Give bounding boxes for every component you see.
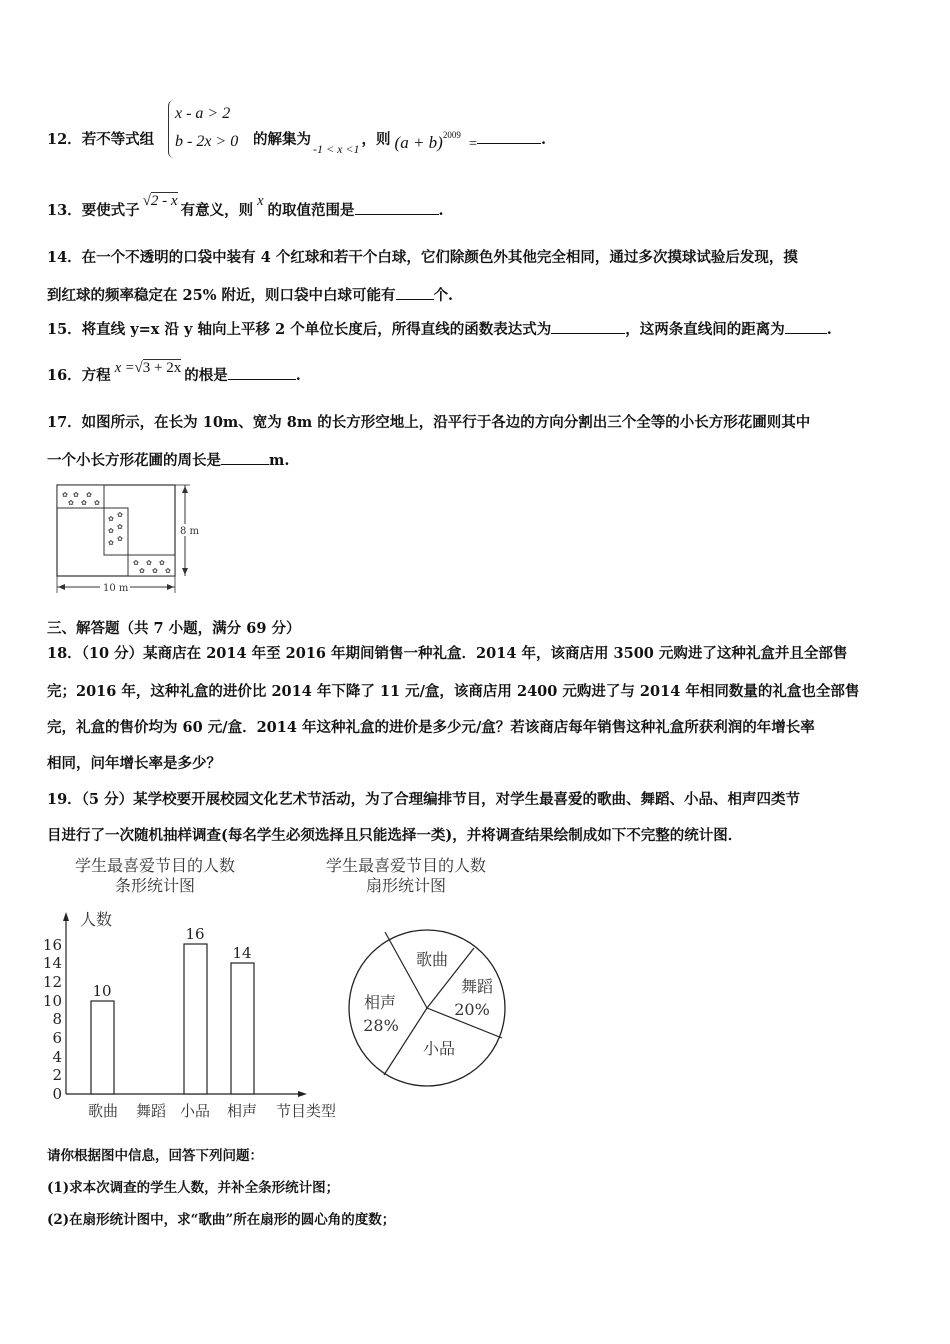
q16-suffix: 的根是 bbox=[184, 367, 228, 384]
q13-mid: 有意义，则 bbox=[180, 202, 254, 219]
q17-width-label: 10 m bbox=[103, 583, 129, 594]
q17-height-label: 8 m bbox=[180, 526, 200, 537]
pie-label-xiaopin: 小品 bbox=[422, 1039, 456, 1058]
question-14-line2 bbox=[47, 284, 453, 305]
q12-mid: 的解集为 bbox=[253, 131, 311, 148]
q12-equals: = bbox=[468, 136, 478, 152]
q12-then: ，则 bbox=[361, 131, 391, 148]
q13-suffix: 的取值范围是 bbox=[267, 202, 355, 219]
svg-text:✿: ✿ bbox=[108, 539, 114, 547]
q12-prefix: 若不等式组 bbox=[81, 131, 155, 148]
pie-pct-wudao: 20% bbox=[454, 1000, 490, 1019]
bar-chart-xlabel: 节目类型 bbox=[275, 1102, 337, 1120]
q15-answer-blank-1[interactable] bbox=[551, 321, 625, 334]
q12-system-line1: x - a > 2 bbox=[175, 105, 231, 122]
q16-end: . bbox=[295, 367, 301, 384]
xcat-gequ: 歌曲 bbox=[87, 1102, 119, 1120]
svg-text:✿: ✿ bbox=[117, 535, 123, 543]
xcat-xiangsheng: 相声 bbox=[226, 1102, 258, 1120]
question-13 bbox=[47, 193, 444, 220]
q17-garden-figure bbox=[40, 475, 220, 600]
svg-text:✿: ✿ bbox=[117, 511, 123, 519]
ytick-8: 8 bbox=[52, 1010, 62, 1028]
bar-chart-title: 学生最喜爱节目的人数 bbox=[74, 856, 236, 875]
ytick-4: 4 bbox=[52, 1048, 62, 1066]
pie-chart-title: 学生最喜爱节目的人数 bbox=[325, 856, 487, 875]
pie-chart-subtitle: 扇形统计图 bbox=[365, 876, 447, 895]
q19-sub2: (2)在扇形统计图中，求“歌曲”所在扇形的圆心角的度数； bbox=[47, 1212, 396, 1228]
q16-text: 16．方程 bbox=[47, 367, 111, 384]
q12-answer-blank[interactable] bbox=[477, 131, 541, 144]
pie-label-xiangsheng: 相声 bbox=[363, 993, 397, 1012]
bar-label-xiaopin: 16 bbox=[185, 925, 205, 943]
bar-chart-ylabel: 人数 bbox=[80, 910, 113, 929]
q13-end: . bbox=[438, 202, 444, 219]
question-14-line1: 14．在一个不透明的口袋中装有 4 个红球和若干个白球，它们除颜色外其他完全相同，通过多次摸球试验后发现，摸 bbox=[47, 249, 798, 266]
svg-text:✿: ✿ bbox=[108, 527, 114, 535]
q17-line2-text: 一个小长方形花圃的周长是 bbox=[47, 452, 221, 469]
q17-line2-end: m. bbox=[269, 452, 290, 469]
svg-text:✿: ✿ bbox=[152, 567, 158, 575]
svg-text:✿: ✿ bbox=[133, 559, 139, 567]
q12-number: 12． bbox=[47, 131, 82, 148]
svg-text:✿: ✿ bbox=[146, 559, 152, 567]
ytick-16: 16 bbox=[42, 936, 62, 954]
q12-expr: (a + b) bbox=[394, 133, 443, 152]
q15-text-a: 15．将直线 y=x 沿 y 轴向上平移 2 个单位长度后，所得直线的函数表达式为 bbox=[47, 321, 552, 338]
xcat-xiaopin: 小品 bbox=[179, 1102, 211, 1120]
bar-gequ bbox=[91, 1001, 114, 1094]
pie-label-gequ: 歌曲 bbox=[415, 950, 449, 969]
ytick-12: 12 bbox=[42, 973, 62, 991]
svg-text:✿: ✿ bbox=[73, 491, 79, 499]
q12-end: . bbox=[541, 131, 547, 148]
question-18-line2: 完；2016 年，这种礼盒的进价比 2014 年下降了 11 元/盒，该商店用 2400 元购进了与 2014 年相同数量的礼盒也全部售 bbox=[47, 683, 860, 700]
pie-label-wudao: 舞蹈 bbox=[460, 977, 494, 996]
bar-label-gequ: 10 bbox=[92, 982, 112, 1000]
svg-text:✿: ✿ bbox=[117, 523, 123, 531]
bar-xiaopin bbox=[184, 944, 207, 1094]
q12-solution: -1 < x <1 bbox=[313, 142, 360, 156]
q19-sub1: (1)求本次调查的学生人数，并补全条形统计图； bbox=[47, 1180, 340, 1196]
svg-text:✿: ✿ bbox=[94, 499, 100, 507]
question-18-line4: 相同，问年增长率是多少？ bbox=[47, 755, 221, 772]
q13-answer-blank[interactable] bbox=[355, 202, 439, 215]
question-18-line1: 18．（10 分）某商店在 2014 年至 2016 年期间销售一种礼盒．2014 年，该商店用 3500 元购进了这种礼盒并且全部售 bbox=[47, 645, 848, 662]
q17-answer-blank[interactable] bbox=[221, 452, 269, 465]
ytick-0: 0 bbox=[52, 1085, 62, 1103]
pie-chart bbox=[310, 845, 510, 1105]
question-17-line1: 17．如图所示，在长为 10m、宽为 8m 的长方形空地上，沿平行于各边的方向分割出三个全等的小长方形花圃则其中 bbox=[47, 414, 811, 431]
svg-text:✿: ✿ bbox=[139, 567, 145, 575]
ytick-6: 6 bbox=[52, 1029, 62, 1047]
q14-answer-blank[interactable] bbox=[396, 287, 434, 300]
pie-pct-xiangsheng: 28% bbox=[363, 1016, 399, 1035]
question-18-line3: 完，礼盒的售价均为 60 元/盒．2014 年这种礼盒的进价是多少元/盒？若该商店每年销售这种礼盒所获利润的年增长率 bbox=[47, 719, 815, 736]
q14-line2-text: 到红球的频率稳定在 25% 附近，则口袋中白球可能有 bbox=[47, 287, 396, 304]
svg-text:✿: ✿ bbox=[81, 499, 87, 507]
q13-var: x bbox=[257, 193, 264, 209]
bar-label-xiangsheng: 14 bbox=[232, 944, 252, 962]
ytick-2: 2 bbox=[52, 1066, 62, 1084]
xcat-wudao: 舞蹈 bbox=[135, 1102, 167, 1120]
ytick-14: 14 bbox=[42, 954, 62, 972]
question-12 bbox=[47, 128, 154, 149]
svg-text:✿: ✿ bbox=[86, 491, 92, 499]
bar-chart-subtitle: 条形统计图 bbox=[114, 876, 196, 895]
q14-line2-end: 个. bbox=[433, 287, 454, 304]
q12-system-line2: b - 2x > 0 bbox=[175, 133, 239, 150]
question-19-line2: 目进行了一次随机抽样调查(每名学生必须选择且只能选择一类)，并将调查结果绘制成如下不完整的统计图． bbox=[47, 827, 743, 844]
q13-radical: √2 - x bbox=[142, 193, 178, 209]
q13-number: 13． bbox=[47, 202, 82, 219]
svg-text:✿: ✿ bbox=[62, 491, 68, 499]
question-15 bbox=[47, 318, 832, 339]
q16-answer-blank[interactable] bbox=[228, 367, 296, 380]
q12-inequality-system bbox=[168, 100, 238, 158]
q12-exponent: 2009 bbox=[442, 130, 461, 141]
svg-text:✿: ✿ bbox=[159, 559, 165, 567]
q15-end: . bbox=[826, 321, 832, 338]
question-16 bbox=[47, 360, 301, 385]
bar-chart bbox=[40, 845, 350, 1125]
q16-eq-left: x = bbox=[114, 360, 135, 376]
svg-text:✿: ✿ bbox=[108, 515, 114, 523]
q15-answer-blank-2[interactable] bbox=[785, 321, 827, 334]
svg-text:✿: ✿ bbox=[165, 567, 171, 575]
q12-tail bbox=[253, 128, 547, 156]
section-3-title: 三、解答题（共 7 小题，满分 69 分） bbox=[47, 620, 301, 637]
q19-prompt: 请你根据图中信息，回答下列问题： bbox=[47, 1148, 263, 1164]
q16-radical: √3 + 2x bbox=[134, 360, 182, 376]
question-19-line1: 19．（5 分）某学校要开展校园文化艺术节活动，为了合理编排节目，对学生最喜爱的歌曲、舞蹈、小品、相声四类节 bbox=[47, 791, 801, 808]
q13-prefix: 要使式子 bbox=[81, 202, 140, 219]
bar-xiangsheng bbox=[231, 963, 254, 1094]
svg-text:✿: ✿ bbox=[68, 499, 74, 507]
q15-text-b: ，这两条直线间的距离为 bbox=[625, 321, 785, 338]
question-17-line2 bbox=[47, 449, 289, 470]
ytick-10: 10 bbox=[42, 992, 62, 1010]
